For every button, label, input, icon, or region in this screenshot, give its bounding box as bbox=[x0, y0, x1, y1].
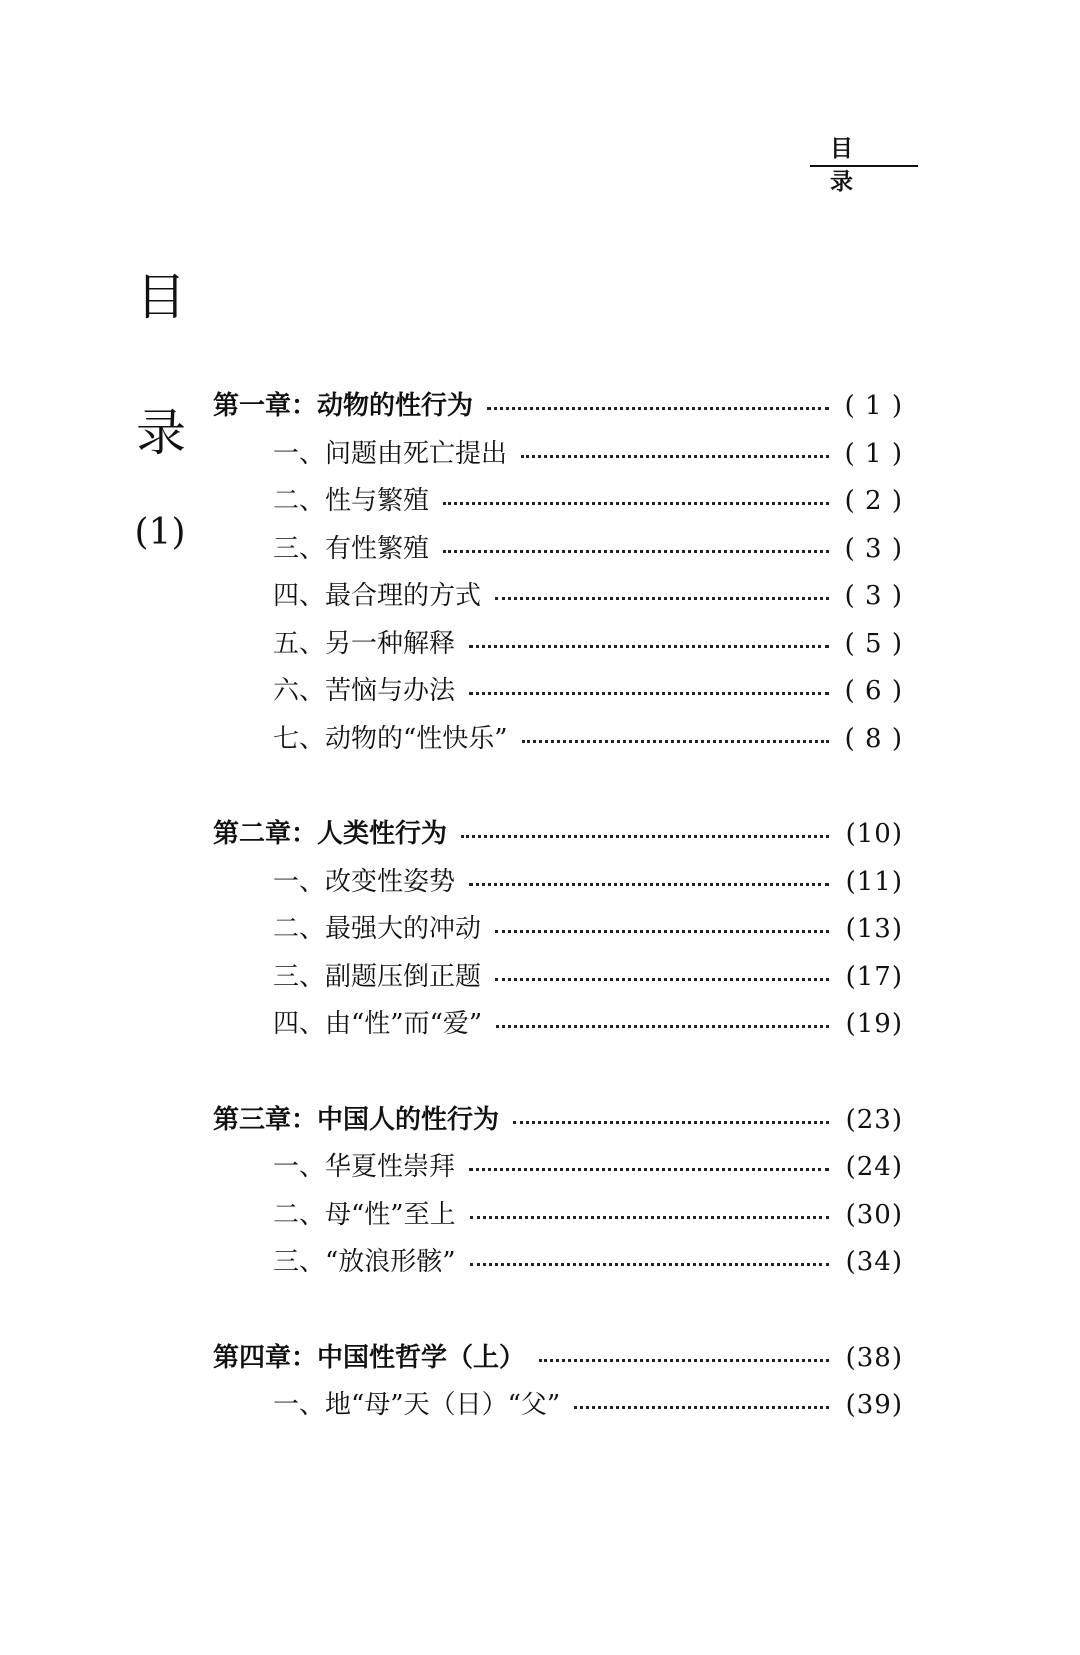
chapter-title: 第四章：中国性哲学（上） bbox=[213, 1342, 526, 1373]
page-number: (10) bbox=[845, 819, 903, 849]
page-number: (34) bbox=[845, 1247, 903, 1277]
leader-dots bbox=[495, 930, 829, 933]
toc-section-entry[interactable] bbox=[213, 1382, 903, 1430]
section-title: 二、最强大的冲动 bbox=[273, 914, 482, 944]
section-title: 一、华夏性崇拜 bbox=[273, 1152, 456, 1182]
side-title-char-2: 录 bbox=[136, 404, 186, 462]
side-volume-number: (1) bbox=[134, 512, 186, 553]
toc-section-entry[interactable] bbox=[213, 478, 903, 526]
leader-dots bbox=[513, 1121, 829, 1124]
toc-chapter-entry[interactable] bbox=[213, 383, 903, 431]
running-head-title: 目 录 bbox=[830, 136, 871, 195]
section-title: 六、苦恼与办法 bbox=[273, 676, 456, 706]
toc-section-entry[interactable] bbox=[213, 1001, 903, 1049]
page-number: (17) bbox=[845, 961, 903, 992]
leader-dots bbox=[461, 835, 829, 838]
leader-dots bbox=[495, 597, 829, 600]
section-title: 三、副题压倒正题 bbox=[273, 961, 482, 992]
section-title: 一、改变性姿势 bbox=[273, 866, 456, 897]
toc-section-entry[interactable] bbox=[213, 1192, 903, 1240]
section-title: 四、由“性”而“爱” bbox=[273, 1009, 483, 1039]
page-number: ( 8 ) bbox=[844, 723, 903, 754]
leader-dots bbox=[443, 550, 829, 553]
page-number: ( 3 ) bbox=[844, 581, 903, 611]
chapter-title: 第一章：动物的性行为 bbox=[213, 391, 474, 421]
leader-dots bbox=[496, 1025, 829, 1028]
toc-section-entry[interactable] bbox=[213, 621, 903, 669]
page-number: (19) bbox=[845, 1009, 903, 1039]
page-number: ( 3 ) bbox=[844, 533, 903, 564]
toc-chapter-group bbox=[213, 1335, 903, 1430]
toc-chapter-entry[interactable] bbox=[213, 1097, 903, 1145]
section-title: 二、性与繁殖 bbox=[273, 486, 430, 516]
page-number: ( 5 ) bbox=[844, 628, 903, 659]
leader-dots bbox=[487, 407, 829, 410]
leader-dots bbox=[522, 740, 829, 743]
toc-chapter-entry[interactable] bbox=[213, 1335, 903, 1383]
page-number: ( 1 ) bbox=[844, 438, 903, 469]
toc-chapter-group bbox=[213, 811, 903, 1049]
page-number: ( 1 ) bbox=[844, 391, 903, 421]
leader-dots bbox=[470, 1216, 829, 1219]
section-title: 三、有性繁殖 bbox=[273, 533, 430, 564]
page-number: ( 6 ) bbox=[844, 676, 903, 706]
toc-section-entry[interactable] bbox=[213, 526, 903, 574]
section-title: 一、地“母”天（日）“父” bbox=[273, 1390, 561, 1420]
page-number: (23) bbox=[845, 1104, 903, 1135]
table-of-contents bbox=[213, 383, 903, 1478]
toc-chapter-group bbox=[213, 383, 903, 763]
toc-section-entry[interactable] bbox=[213, 954, 903, 1002]
page-number: (39) bbox=[845, 1390, 903, 1420]
toc-section-entry[interactable] bbox=[213, 573, 903, 621]
section-title: 五、另一种解释 bbox=[273, 628, 456, 659]
page-number: (38) bbox=[845, 1342, 903, 1373]
leader-dots bbox=[470, 1263, 829, 1266]
page-number: (24) bbox=[845, 1152, 903, 1182]
page-number: (30) bbox=[845, 1199, 903, 1230]
toc-section-entry[interactable] bbox=[213, 431, 903, 479]
leader-dots bbox=[443, 502, 829, 505]
running-head bbox=[810, 130, 920, 195]
leader-dots bbox=[495, 978, 829, 981]
side-title-char-1: 目 bbox=[136, 268, 186, 326]
section-title: 二、母“性”至上 bbox=[273, 1199, 456, 1230]
toc-section-entry[interactable] bbox=[213, 1239, 903, 1287]
chapter-title: 第三章：中国人的性行为 bbox=[213, 1104, 500, 1135]
toc-chapter-group bbox=[213, 1097, 903, 1287]
toc-section-entry[interactable] bbox=[213, 1144, 903, 1192]
section-title: 四、最合理的方式 bbox=[273, 581, 482, 611]
toc-section-entry[interactable] bbox=[213, 859, 903, 907]
leader-dots bbox=[469, 1168, 829, 1171]
section-title: 三、“放浪形骸” bbox=[273, 1247, 456, 1277]
leader-dots bbox=[469, 883, 829, 886]
chapter-title: 第二章：人类性行为 bbox=[213, 819, 448, 849]
toc-section-entry[interactable] bbox=[213, 668, 903, 716]
leader-dots bbox=[574, 1406, 829, 1409]
leader-dots bbox=[469, 645, 829, 648]
leader-dots bbox=[521, 455, 829, 458]
section-title: 七、动物的“性快乐” bbox=[273, 723, 508, 754]
leader-dots bbox=[469, 692, 829, 695]
page-number: ( 2 ) bbox=[844, 486, 903, 516]
toc-chapter-entry[interactable] bbox=[213, 811, 903, 859]
leader-dots bbox=[539, 1359, 829, 1362]
toc-section-entry[interactable] bbox=[213, 906, 903, 954]
page-number: (13) bbox=[845, 914, 903, 944]
toc-section-entry[interactable] bbox=[213, 716, 903, 764]
page-number: (11) bbox=[845, 866, 903, 897]
section-title: 一、问题由死亡提出 bbox=[273, 438, 508, 469]
running-head-rule bbox=[810, 165, 918, 167]
